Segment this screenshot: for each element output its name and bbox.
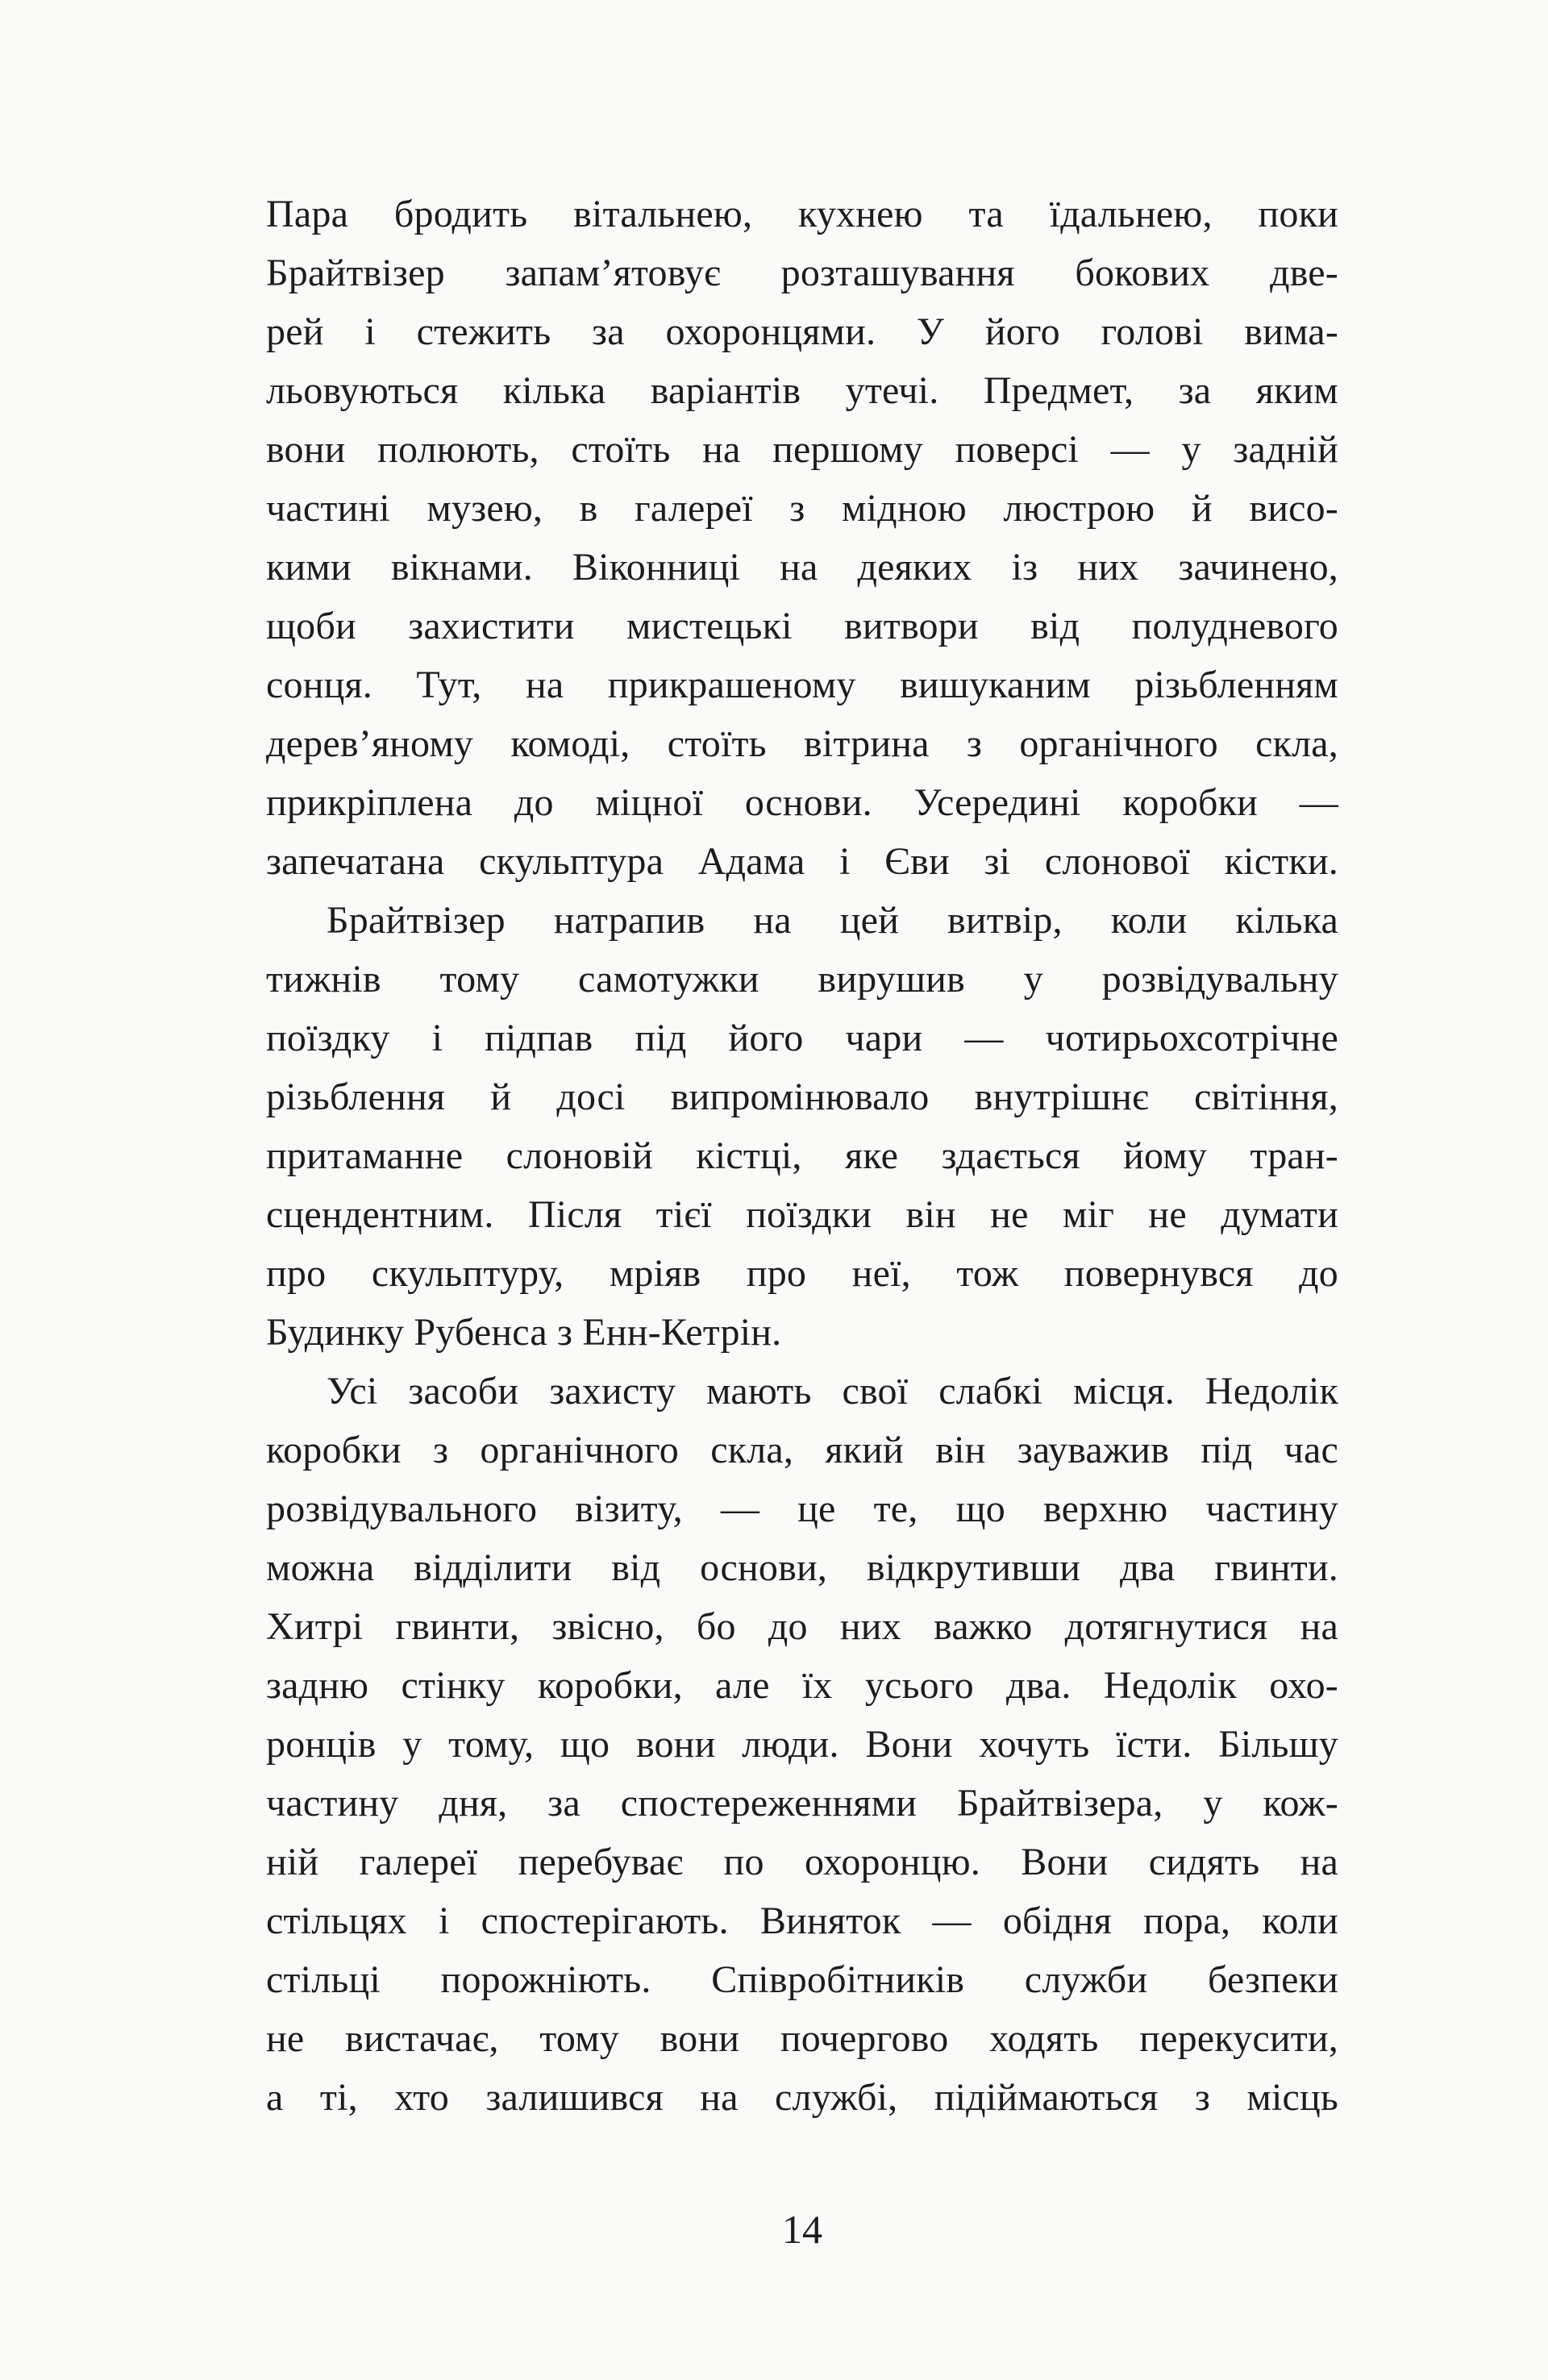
body-text	[266, 185, 1338, 2127]
text-line: Брайтвізер запам’ятовує розташування бокових две-	[266, 252, 1338, 294]
text-line: Пара бродить вітальнею, кухнею та їдальнею, поки	[266, 193, 1338, 235]
text-line: розвідувального візиту, — це те, що верхню частину	[266, 1488, 1338, 1530]
text-line: не вистачає, тому вони почергово ходять перекусити,	[266, 2017, 1338, 2060]
text-line: сцендентним. Після тієї поїздки він не міг не думати	[266, 1193, 1338, 1236]
page-number: 14	[782, 2207, 822, 2252]
text-line: коробки з органічного скла, який він зауважив під час	[266, 1429, 1338, 1471]
text-line: рей і стежить за охоронцями. У його голові вима-	[266, 310, 1338, 353]
text-line: Будинку Рубенса з Енн-Кетрін.	[266, 1311, 782, 1354]
text-line: Хитрі гвинти, звісно, бо до них важко дотягнутися на	[266, 1605, 1338, 1648]
paragraph-3	[266, 1362, 1338, 2127]
text-line: стільцях і спостерігають. Виняток — обідня пора, коли	[266, 1899, 1338, 1942]
text-line: притаманне слоновій кістці, яке здається йому тран-	[266, 1134, 1338, 1177]
text-line: а ті, хто залишився на службі, підіймаються з місць	[266, 2076, 1338, 2119]
text-line: ронців у тому, що вони люди. Вони хочуть їсти. Більшу	[266, 1723, 1338, 1766]
paragraph-2	[266, 891, 1338, 1362]
text-line: задню стінку коробки, але їх усього два. Недолік охо-	[266, 1664, 1338, 1707]
text-line: стільці порожніють. Співробітників служби безпеки	[266, 1958, 1338, 2001]
text-line: тижнів тому самотужки вирушив у розвідувальну	[266, 958, 1338, 1001]
text-line: частині музею, в галереї з мідною люстрою й висо-	[266, 487, 1338, 530]
text-line: вони полюють, стоїть на першому поверсі — у задній	[266, 428, 1338, 471]
paragraph-1	[266, 185, 1338, 891]
text-line: поїздку і підпав під його чари — чотирьохсотрічне	[266, 1017, 1338, 1059]
text-line: сонця. Тут, на прикрашеному вишуканим різьбленням	[266, 664, 1338, 706]
text-line: Усі засоби захисту мають свої слабкі місця. Недолік	[327, 1370, 1338, 1413]
text-line: про скульптуру, мріяв про неї, тож повернувся до	[266, 1252, 1338, 1295]
text-line: дерев’яному комоді, стоїть вітрина з органічного скла,	[266, 722, 1338, 765]
text-line: можна відділити від основи, відкрутивши два гвинти.	[266, 1546, 1338, 1589]
text-line: Брайтвізер натрапив на цей витвір, коли кілька	[327, 899, 1338, 942]
text-line: запечатана скульптура Адама і Єви зі слонової кістки.	[266, 840, 1338, 883]
text-line: льовуються кілька варіантів утечі. Предмет, за яким	[266, 369, 1338, 412]
text-line: частину дня, за спостереженнями Брайтвізера, у кож-	[266, 1782, 1338, 1825]
text-line: ній галереї перебуває по охоронцю. Вони сидять на	[266, 1841, 1338, 1883]
text-line: щоби захистити мистецькі витвори від полудневого	[266, 605, 1338, 647]
text-line: кими вікнами. Віконниці на деяких із них зачинено,	[266, 546, 1338, 589]
text-line: прикріплена до міцної основи. Усередині коробки —	[266, 781, 1338, 824]
text-line: різьблення й досі випромінювало внутрішнє світіння,	[266, 1076, 1338, 1118]
